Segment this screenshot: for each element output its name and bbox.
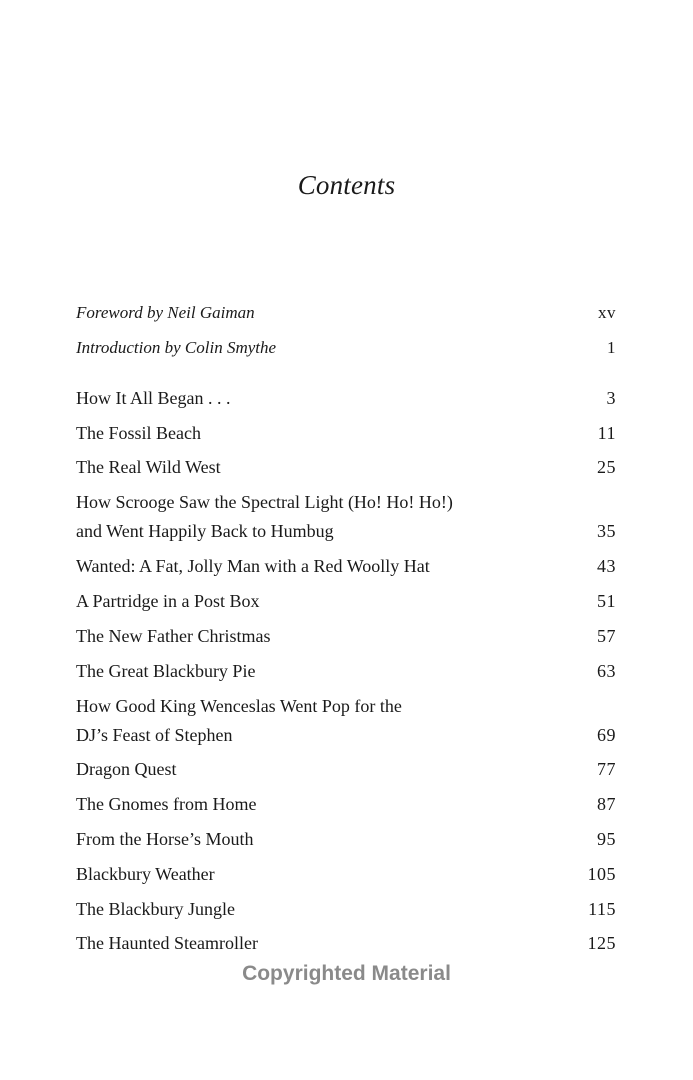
toc-entry-title-line-1: How Scrooge Saw the Spectral Light (Ho! Ho! Ho!) — [76, 492, 453, 513]
toc-entry-page: 35 — [597, 521, 616, 542]
toc-entry — [76, 482, 616, 546]
toc-entry-page: 115 — [588, 898, 616, 919]
toc-entry-title: The Haunted Steamroller — [76, 933, 258, 954]
copyright-watermark: Copyrighted Material — [242, 962, 451, 985]
toc-entry-title-line-2: and Went Happily Back to Humbug — [76, 521, 334, 542]
toc-entry-page: 3 — [606, 387, 616, 408]
toc-entry-title: Wanted: A Fat, Jolly Man with a Red Woolly Hat — [76, 556, 430, 577]
toc-entry-page: 43 — [597, 556, 616, 577]
toc-entry — [76, 546, 616, 581]
table-of-contents — [76, 292, 616, 958]
toc-entry-page: 125 — [587, 933, 616, 954]
toc-entry — [76, 448, 616, 483]
toc-entry-page: 51 — [597, 590, 616, 611]
toc-entry — [76, 924, 616, 959]
toc-entry-page: 11 — [597, 422, 616, 443]
toc-entry-title: Foreword by Neil Gaiman — [76, 303, 255, 322]
toc-entry-page: 25 — [597, 457, 616, 478]
toc-entry-page: xv — [598, 303, 616, 322]
toc-entry — [76, 819, 616, 854]
toc-entry-title: Dragon Quest — [76, 759, 177, 780]
toc-entry-title — [76, 488, 576, 546]
toc-entry-title: The Great Blackbury Pie — [76, 660, 256, 681]
toc-entry — [76, 378, 616, 413]
toc-entry — [76, 413, 616, 448]
toc-entry-title: The Gnomes from Home — [76, 794, 257, 815]
toc-entry — [76, 784, 616, 819]
toc-entry-title-line-1: How Good King Wenceslas Went Pop for the — [76, 695, 402, 716]
toc-entry-page: 57 — [597, 625, 616, 646]
toc-entry-introduction — [76, 327, 616, 362]
toc-entry — [76, 651, 616, 686]
toc-entry-title: Blackbury Weather — [76, 863, 215, 884]
toc-entry-page: 95 — [597, 828, 616, 849]
toc-entry-page: 69 — [597, 724, 616, 745]
toc-entry-page: 77 — [597, 759, 616, 780]
toc-entry-title: From the Horse’s Mouth — [76, 828, 254, 849]
toc-entry-title: The Blackbury Jungle — [76, 898, 235, 919]
toc-entry-page: 105 — [587, 863, 616, 884]
toc-entry-title — [76, 692, 576, 750]
toc-entry-page: 87 — [597, 794, 616, 815]
toc-entry-title: The Real Wild West — [76, 457, 221, 478]
toc-entry-page: 63 — [597, 660, 616, 681]
toc-entry — [76, 854, 616, 889]
toc-entry-title: The New Father Christmas — [76, 625, 271, 646]
toc-entry — [76, 686, 616, 750]
toc-entry — [76, 889, 616, 924]
toc-entry-title: A Partridge in a Post Box — [76, 590, 260, 611]
section-gap — [76, 362, 616, 378]
toc-entry-title-line-2: DJ’s Feast of Stephen — [76, 724, 233, 745]
toc-entry-foreword — [76, 292, 616, 327]
toc-entry — [76, 616, 616, 651]
toc-entry-title: The Fossil Beach — [76, 422, 201, 443]
toc-entry — [76, 581, 616, 616]
toc-entry-title: How It All Began . . . — [76, 387, 231, 408]
page-title: Contents — [297, 170, 396, 200]
toc-entry — [76, 750, 616, 785]
toc-entry-title: Introduction by Colin Smythe — [76, 338, 277, 357]
toc-entry-page: 1 — [607, 338, 616, 357]
